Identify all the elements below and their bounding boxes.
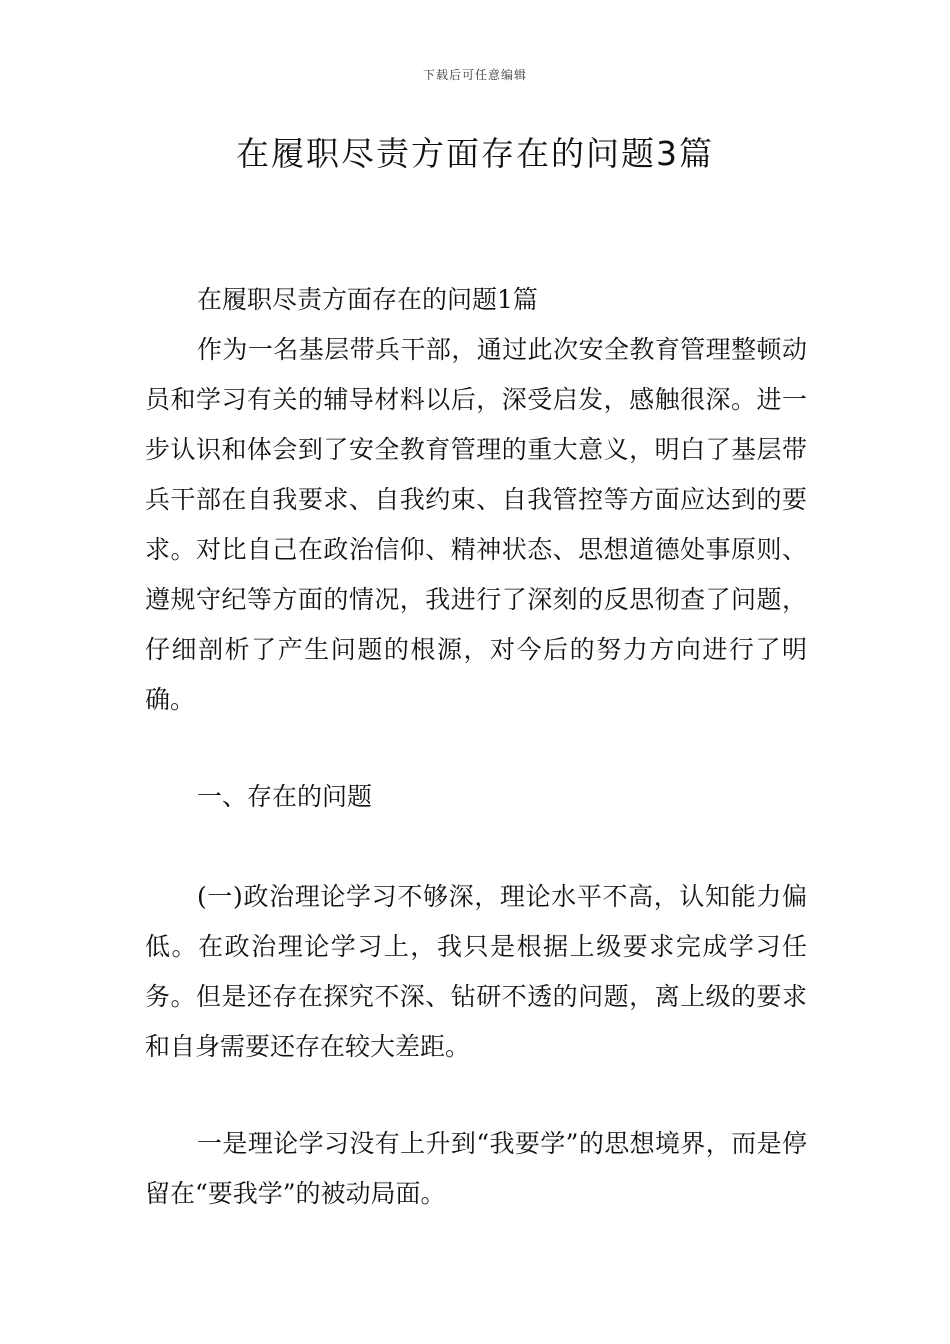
section-heading: 一、存在的问题 [197, 782, 373, 811]
header-note: 下载后可任意编辑 [422, 68, 527, 82]
paragraph-intro: 作为一名基层带兵干部，通过此次安全教育管理整顿动员和学习有关的辅导材料以后，深受启发，感触很深。进一步认识和体会到了安全教育管理的重大意义，明白了基层带兵干部在自我要求、自我约束、自我管控等方面应达到的要求。对比自己在政治信仰、精神状态、思想道德处事原则、遵规守纪等方面的情况，我进行了深刻的反思彻查了问题，仔细剖析了产生问题的根源，对今后的努力方向进行了明确。 [145, 335, 807, 714]
paragraph-problem-1a: 一是理论学习没有上升到“我要学”的思想境界，而是停留在“要我学”的被动局面。 [145, 1129, 807, 1208]
paragraph-problem-1: (一)政治理论学习不够深，理论水平不高，认知能力偏低。在政治理论学习上，我只是根据上级要求完成学习任务。但是还存在探究不深、钻研不透的问题，离上级的要求和自身需要还存在较大差距。 [145, 882, 807, 1061]
document-title: 在履职尽责方面存在的问题3篇 [236, 134, 714, 173]
sub-heading: 在履职尽责方面存在的问题1篇 [197, 285, 538, 314]
